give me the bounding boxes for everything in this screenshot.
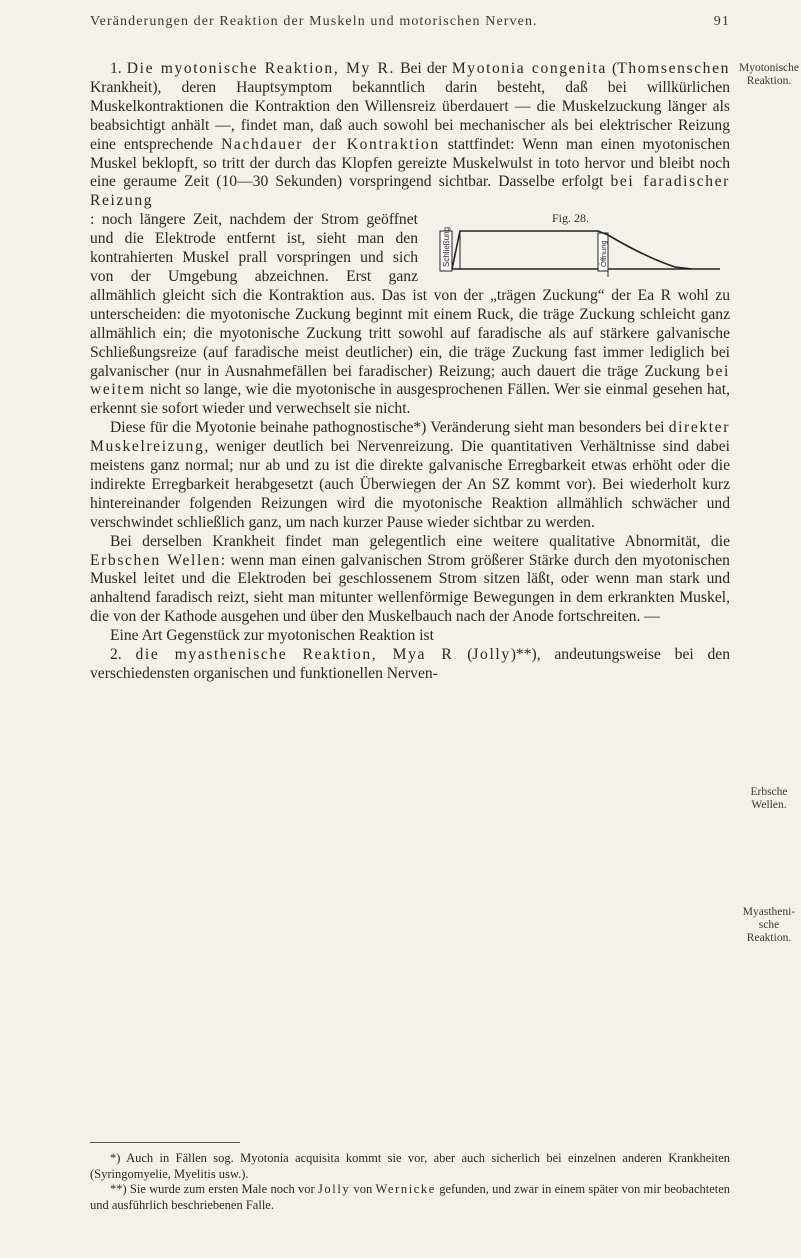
- paragraph-counterpart: Eine Art Gegenstück zur myotonischen Reaktion ist: [110, 627, 434, 645]
- text-run: (: [467, 646, 473, 664]
- body-text: [90, 60, 730, 684]
- paragraph-direct-reizung: [90, 419, 730, 532]
- term: Die myotonische Reaktion, My R.: [126, 60, 396, 77]
- page-number: 91: [713, 14, 730, 29]
- text-run: **) Sie wurde zum ersten Male noch vor: [110, 1182, 315, 1196]
- text-run: , weniger deutlich bei Nervenreizung. Die quantitativen Verhältnisse sind dabei meistens ganz normal; nur ab und zu ist die direkte galvanische Erregbarkeit etwas erhöht oder die indirekte Erregbarkeit herabgesetzt (auch Überwiegen der An SZ kommt vor). Bei wiederholt kurz hintereinander folgenden Reizungen wird die myotonische Reaktion allmählich schwächer und verschwindet schließlich ganz, um nach kurzer Pause wieder sichtbar zu werden.: [90, 438, 730, 531]
- sidenote-myasthenic: Myastheni-sche Reaktion.: [742, 906, 796, 944]
- text-run: )**), andeutungsweise bei den verschiedensten organischen und funktionellen Nerven-: [90, 646, 731, 682]
- sidenote-myotonic: Myotonische Reaktion.: [738, 62, 800, 87]
- paragraph-myasthenic: [90, 646, 730, 684]
- figure-label-opening: Öffnung: [599, 240, 608, 268]
- twitch-curve-diagram: [430, 223, 730, 277]
- term: Nachdauer der Kontraktion: [221, 135, 440, 153]
- item-number: 1.: [110, 60, 122, 77]
- text-run: : noch längere Zeit, nachdem der Strom geöffnet und die Elektrode entfernt ist, sieht man den kontrahierten Muskel prall vorspringen und sich von der Umgebung abzeichnen. Erst ganz allmählich gleicht sich die Kontraktion aus. Das ist von der „trägen Zuckung“ der Ea R wohl zu unterscheiden: die myotonische Zuckung beginnt mit einem Ruck, die träge Zuckung schleicht ganz allmählich ein; die myotonische Zuckung tritt sowohl auf faradische als auf stärkere galvanische Schließungsreize (auf faradische meist deutlicher) ein, die träge Zuckung fast immer lediglich bei galvanischer (nur in Ausnahmefällen bei faradischer) Reizung; auch dauert die träge Zuckung: [90, 211, 730, 380]
- text-run: Bei derselben Krankheit findet man gelegentlich eine weitere qualitative Abnormität, die: [110, 532, 730, 550]
- sidenote-erb: Erbsche Wellen.: [750, 786, 788, 811]
- figure-label-closing: Schließung: [442, 227, 451, 268]
- footnote-2: [90, 1182, 730, 1213]
- term: bei weitem: [90, 362, 730, 399]
- term: Erbschen Wellen: [90, 551, 221, 569]
- text-run: Bei der: [400, 60, 447, 77]
- text-run: (: [612, 60, 618, 77]
- text-run: Diese für die Myotonie beinahe pathognostische*) Veränderung sieht man besonders bei: [110, 419, 665, 437]
- text-run: : wenn man einen galvanischen Strom größerer Stärke durch den myotonischen Muskel leitet und die Elektroden bei geschlossenem Strom sitzen läßt, oder wenn man stark und anhaltend faradisch reizt, sieht man mitunter wellenförmige Bewegungen in dem erkrankten Muskel, die von der Kathode ausgehen und über den Muskelbauch nach der Anode fortschreiten. —: [90, 551, 730, 626]
- text-run: nicht so lange, wie die myotonische in ausgesprochenen Fällen. Wer sie einmal gesehen hat, erkennt sie sofort wieder und verwechselt sie nicht.: [90, 381, 730, 418]
- text-run: gefunden, und zwar in einem später von mir beobachteten und ausführlich beschriebenen Falle.: [90, 1182, 731, 1212]
- paragraph-erb-waves: [90, 533, 730, 628]
- header-title: Veränderungen der Reaktion der Muskeln und motorischen Nerven.: [90, 14, 538, 29]
- term: Myotonia congenita: [451, 60, 607, 77]
- person-name: Jolly: [317, 1182, 351, 1196]
- figure-28: [430, 211, 730, 275]
- paragraph-myotonic: [90, 60, 730, 211]
- term: Thomsenschen: [617, 60, 730, 77]
- term: bei faradischer Reizung: [90, 173, 730, 210]
- person-name: Wernicke: [375, 1182, 436, 1196]
- term: die myasthenische Reaktion, Mya R: [135, 646, 454, 664]
- footnote-rule: [90, 1142, 240, 1143]
- item-number: 2.: [110, 646, 122, 664]
- term: Jolly: [472, 646, 511, 664]
- footnotes: [90, 1142, 730, 1213]
- running-header: [90, 8, 730, 30]
- text-run: Krankheit), deren Hauptsymptom bekanntlich darin besteht, daß bei willkürlichen Muskelkontraktionen die Kontraktion den Willensreiz überdauert — die Muskelzuckung länger als beabsichtigt anhält —, findet man, daß auch sowohl bei mechanischer als bei elektrischer Reizung eine entsprechende: [90, 78, 730, 153]
- text-run: von: [353, 1182, 373, 1196]
- figure-caption: Fig. 28.: [552, 211, 590, 226]
- term: direkter Muskelreizung: [90, 419, 730, 456]
- text-run: stattfindet: Wenn man einen myotonischen Muskel beklopft, so tritt der durch das Klopfen gereizte Muskelwulst in toto hervor und bleibt noch eine geraume Zeit (10—30 Sekunden) vorspringend sichtbar. Dasselbe erfolgt: [90, 135, 730, 191]
- footnote-1: *) Auch in Fällen sog. Myotonia acquisita kommt sie vor, aber auch sicherlich bei einzelnen anderen Krankheiten (Syringomyelie, Myelitis usw.).: [90, 1151, 730, 1181]
